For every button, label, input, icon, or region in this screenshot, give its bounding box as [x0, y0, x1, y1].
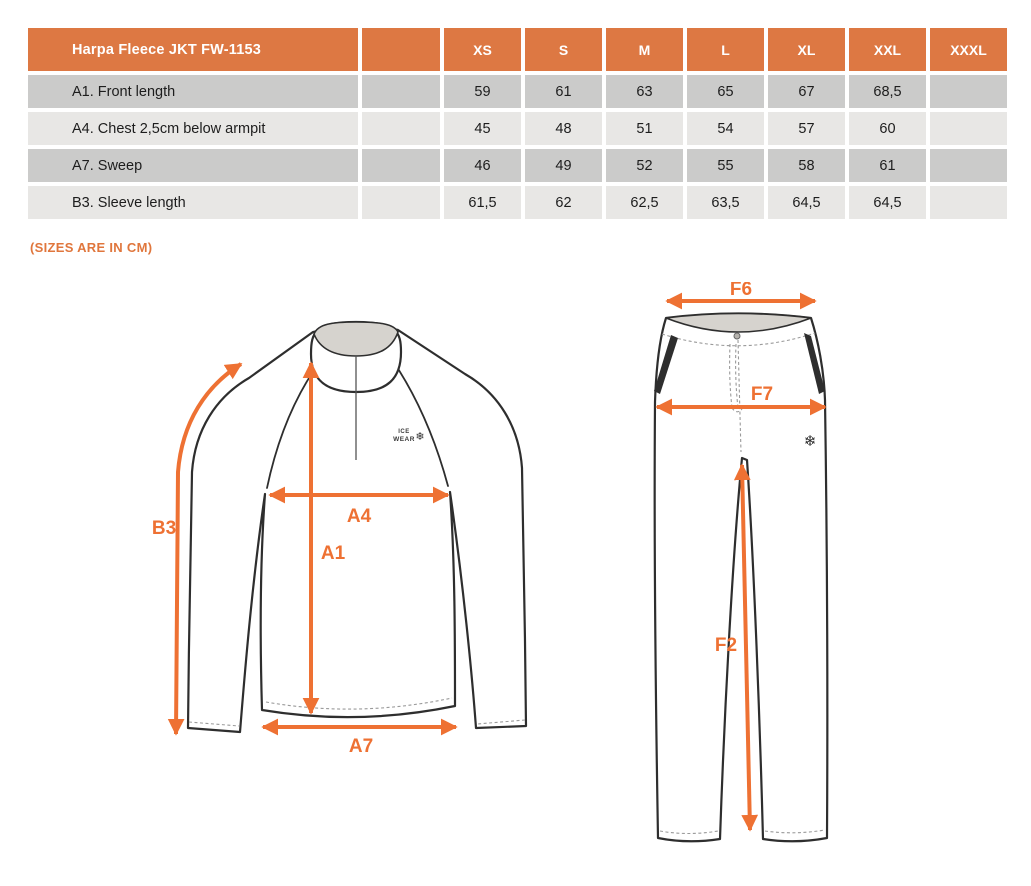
value-cell: 49 — [525, 149, 602, 182]
size-col-xs: XS — [444, 28, 521, 71]
blank-cell — [362, 75, 440, 108]
value-cell: 65 — [687, 75, 764, 108]
value-cell: 64,5 — [849, 186, 926, 219]
value-cell: 61 — [525, 75, 602, 108]
measure-label-f2: F2 — [714, 635, 738, 656]
value-cell: 51 — [606, 112, 683, 145]
value-cell: 63,5 — [687, 186, 764, 219]
header-row — [28, 28, 1007, 71]
product-title: Harpa Fleece JKT FW-1153 — [28, 28, 358, 71]
value-cell: 59 — [444, 75, 521, 108]
pants-measurement-diagram — [620, 282, 890, 872]
value-cell: 61,5 — [444, 186, 521, 219]
size-col-l: L — [687, 28, 764, 71]
blank-cell — [362, 186, 440, 219]
table-row-sweep — [28, 149, 1007, 182]
value-cell: 45 — [444, 112, 521, 145]
pants-outline — [655, 314, 828, 842]
size-col-xxl: XXL — [849, 28, 926, 71]
measure-label-f7: F7 — [750, 384, 774, 405]
value-cell: 57 — [768, 112, 845, 145]
measure-arrow-f2 — [742, 465, 750, 830]
jacket-logo-snowflake-icon: ❄ — [415, 431, 425, 443]
value-cell: 46 — [444, 149, 521, 182]
table-row-chest — [28, 112, 1007, 145]
header-blank-cell — [362, 28, 440, 71]
value-cell: 63 — [606, 75, 683, 108]
measure-label-a7: A7 — [348, 736, 374, 757]
value-cell: 62 — [525, 186, 602, 219]
value-cell: 68,5 — [849, 75, 926, 108]
jacket-logo-text-line2: WEAR — [393, 436, 415, 443]
value-cell: 48 — [525, 112, 602, 145]
size-col-s: S — [525, 28, 602, 71]
blank-cell — [362, 149, 440, 182]
value-cell: 67 — [768, 75, 845, 108]
measure-label-a4: A4 — [346, 506, 372, 527]
pants-snowflake-icon: ❄ — [803, 433, 817, 450]
sizes-unit-note: (SIZES ARE IN CM) — [30, 240, 153, 255]
row-label: B3. Sleeve length — [28, 186, 358, 219]
size-col-xxxl: XXXL — [930, 28, 1007, 71]
measure-label-f6: F6 — [729, 282, 753, 300]
value-cell — [930, 112, 1007, 145]
value-cell: 52 — [606, 149, 683, 182]
value-cell — [930, 75, 1007, 108]
blank-cell — [362, 112, 440, 145]
value-cell: 62,5 — [606, 186, 683, 219]
size-col-m: M — [606, 28, 683, 71]
value-cell — [930, 149, 1007, 182]
size-chart-table — [24, 24, 1011, 223]
jacket-measurement-diagram — [128, 282, 568, 782]
value-cell: 58 — [768, 149, 845, 182]
measure-label-a1: A1 — [320, 543, 346, 564]
size-col-xl: XL — [768, 28, 845, 71]
jacket-logo-text-line1: ICE — [398, 429, 410, 435]
value-cell: 55 — [687, 149, 764, 182]
value-cell: 64,5 — [768, 186, 845, 219]
pants-waist-button — [734, 333, 740, 339]
row-label: A4. Chest 2,5cm below armpit — [28, 112, 358, 145]
value-cell — [930, 186, 1007, 219]
row-label: A1. Front length — [28, 75, 358, 108]
table-row-front-length — [28, 75, 1007, 108]
value-cell: 60 — [849, 112, 926, 145]
value-cell: 54 — [687, 112, 764, 145]
table-row-sleeve-length — [28, 186, 1007, 219]
value-cell: 61 — [849, 149, 926, 182]
measure-label-b3: B3 — [151, 518, 177, 539]
row-label: A7. Sweep — [28, 149, 358, 182]
